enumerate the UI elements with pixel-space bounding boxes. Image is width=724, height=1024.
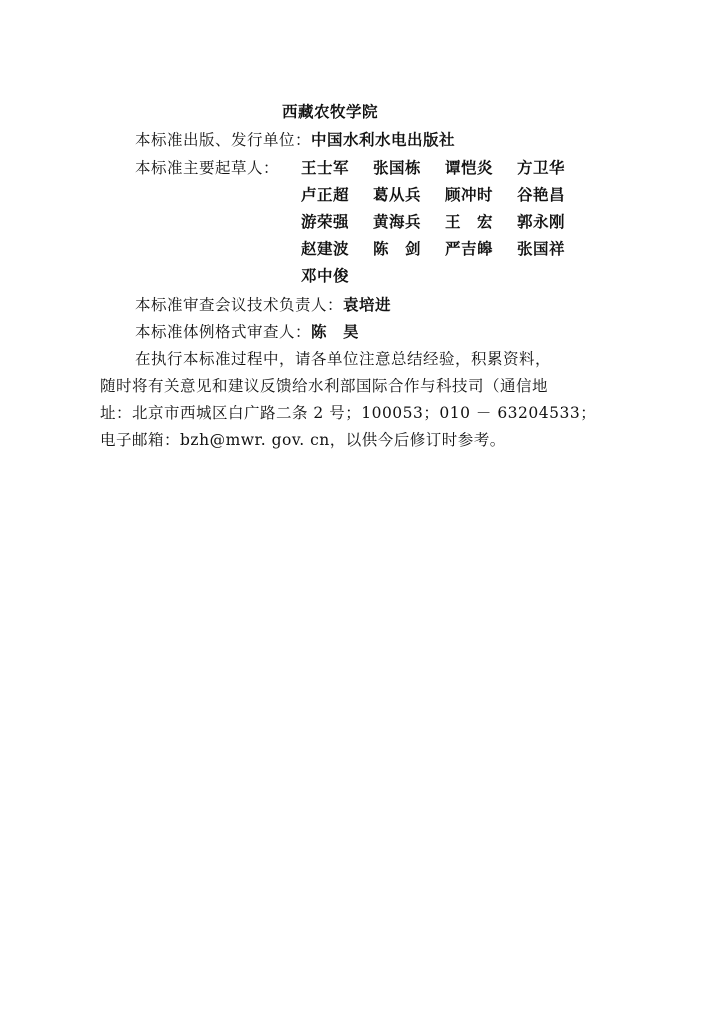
drafter-name: 顾冲时 [445,186,494,204]
drafter-name: 赵建波 [301,240,350,258]
drafter-name: 谷艳昌 [517,186,566,204]
reviewer-line [135,295,391,315]
drafters-row-1 [301,158,589,178]
format-checker-line [135,322,359,342]
format-checker-label: 本标准体例格式审查人： [135,323,312,341]
drafters-row-4 [301,239,589,259]
notice-paragraph [100,349,620,459]
notice-line: 址：北京市西城区白广路二条 2 号；100053；010 － 63204533； [100,404,597,422]
organization-line: 西藏农牧学院 [282,103,379,121]
publisher-line [135,130,455,150]
format-checker-value: 陈 昊 [311,323,360,341]
drafter-name: 游荣强 [301,213,350,231]
drafter-name: 严吉皞 [445,240,494,258]
drafter-name: 卢正超 [301,186,350,204]
drafters-row-3 [301,212,589,232]
drafters-row-2 [301,185,589,205]
notice-line: 随时将有关意见和建议反馈给水利部国际合作与科技司（通信地 [100,377,549,395]
drafter-name: 王 宏 [445,213,494,231]
drafters-label: 本标准主要起草人： [135,159,280,177]
drafters-row-5 [301,266,373,286]
publisher-value: 中国水利水电出版社 [311,131,456,149]
reviewer-value: 袁培进 [343,296,392,314]
drafter-name: 邓中俊 [301,267,350,285]
notice-line: 在执行本标准过程中，请各单位注意总结经验，积累资料， [135,350,552,368]
drafter-name: 张国栋 [373,159,422,177]
drafter-name: 黄海兵 [373,213,422,231]
reviewer-label: 本标准审查会议技术负责人： [135,296,344,314]
drafter-name: 王士军 [301,159,350,177]
drafter-name: 张国祥 [517,240,566,258]
drafter-name: 郭永刚 [517,213,566,231]
notice-line: 电子邮箱：bzh@mwr. gov. cn，以供今后修订时参考。 [100,431,506,449]
drafters-line [135,158,279,178]
drafter-name: 谭恺炎 [445,159,494,177]
drafter-name: 葛从兵 [373,186,422,204]
drafter-name: 陈 剑 [373,240,422,258]
publisher-label: 本标准出版、发行单位： [135,131,312,149]
drafter-name: 方卫华 [517,159,566,177]
